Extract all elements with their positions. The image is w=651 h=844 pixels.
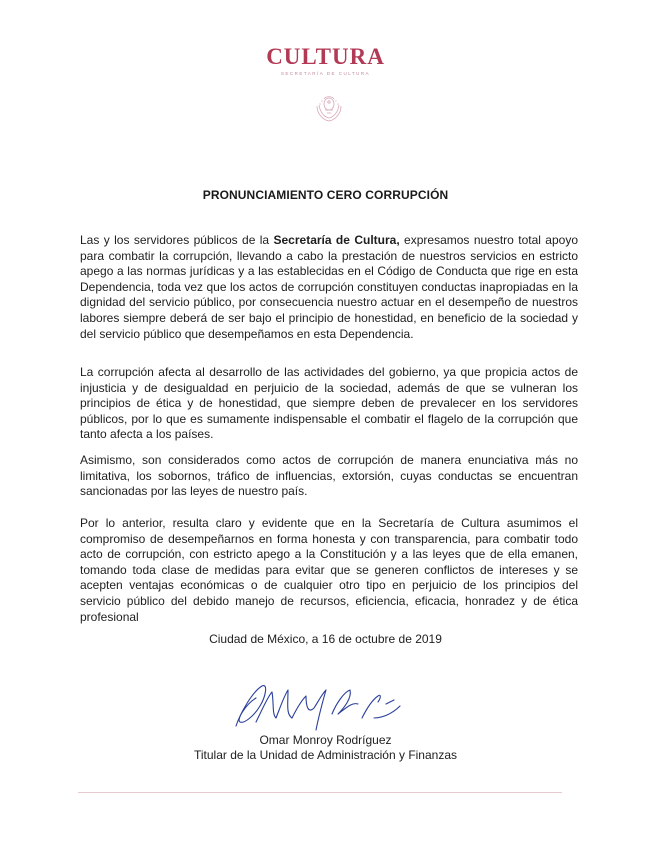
signer-position: Titular de la Unidad de Administración y Finanzas xyxy=(193,748,458,762)
paragraph-1 xyxy=(80,233,578,342)
cultura-logo xyxy=(0,44,651,76)
signer-block xyxy=(0,733,651,763)
document-title: PRONUNCIAMIENTO CERO CORRUPCIÓN xyxy=(202,188,449,202)
footer-divider xyxy=(78,792,562,793)
paragraph-1-body: expresamos nuestro total apoyo para combatir la corrupción, llevando a cabo la prestación de nuestros servicios en estricto apego a las normas jurídicas y a las establecidas en el Código de Conducta que rige en esta Dependencia, toda vez que los actos de corrupción constituyen conductas inapropiadas en la dignidad del servicio público, por consecuencia nuestro actuar en el desempeño de nuestros labores siempre deberá de ser bajo el principio de honestidad, en beneficio de la sociedad y del servicio público que desempeñamos en esta Dependencia. xyxy=(80,233,578,341)
paragraph-4: Por lo anterior, resulta claro y evidente que en la Secretaría de Cultura asumimos el compromiso de desempeñarnos en forma honesta y con transparencia, para combatir todo acto de corrupción, con estricto apego a la Constitución y a las leyes que de ella emanen, tomando toda clase de medidas para evitar que se generen conflictos de intereses y se acepten ventajas económicas o de cualquier otro tipo en perjuicio de los principios del servicio público del debido manejo de recursos, eficiencia, eficacia, honradez y de ética profesional xyxy=(80,516,578,624)
logo-subtitle: SECRETARÍA DE CULTURA xyxy=(280,71,371,76)
signer-name: Omar Monroy Rodríguez xyxy=(259,733,392,747)
coat-of-arms-icon xyxy=(313,92,345,124)
paragraph-1-emphasis: Secretaría de Cultura, xyxy=(273,233,400,247)
paragraph-1-lead: Las y los servidores públicos de la xyxy=(80,233,274,247)
paragraph-2: La corrupción afecta al desarrollo de las actividades del gobierno, ya que propicia actos de injusticia y de desigualdad en perjuicio de la sociedad, además de que se vulneran los principios de ética y de honestidad, que siempre deben de prevalecer en los servidores públicos, por lo que es sumamente indispensable el combatir el flagelo de la corrupción que tanto afecta a los países. xyxy=(80,365,578,442)
handwritten-signature xyxy=(222,674,412,734)
paragraph-3: Asimismo, son considerados como actos de corrupción de manera enunciativa más no limitativa, los sobornos, tráfico de influencias, extorsión, cuyas conductas se encuentran sancionadas por las leyes de nuestro país. xyxy=(80,453,578,499)
date-line: Ciudad de México, a 16 de octubre de 2019 xyxy=(209,632,442,646)
logo-wordmark: CULTURA xyxy=(266,44,385,69)
